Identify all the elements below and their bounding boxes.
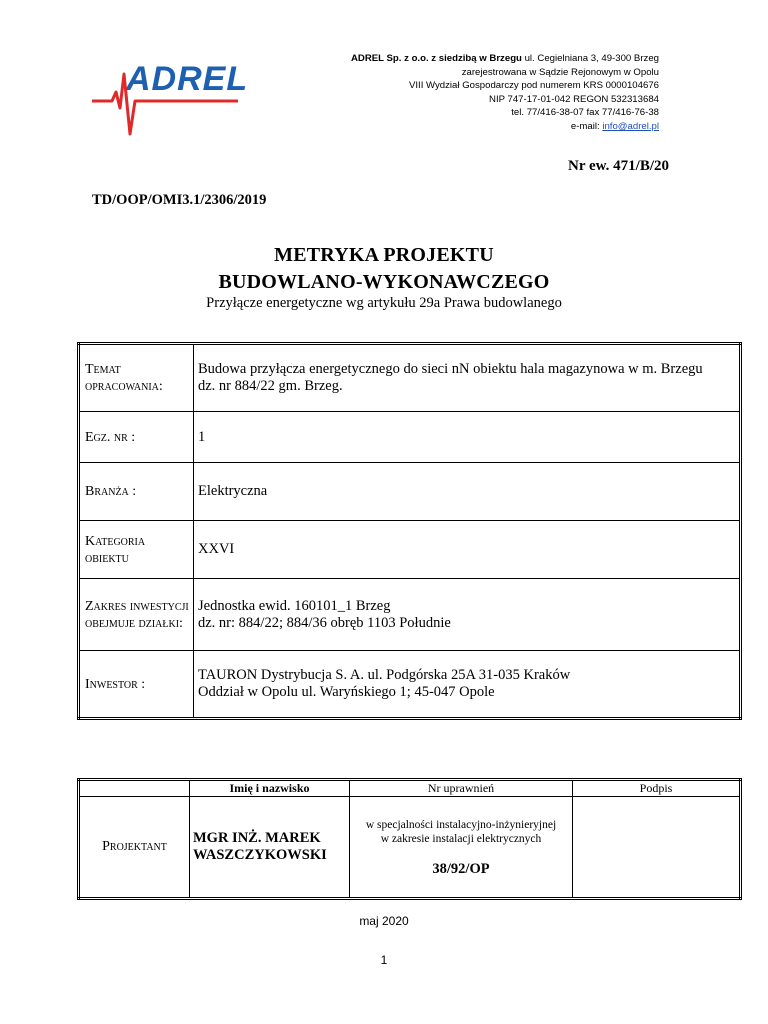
header-permissions: Nr uprawnień [350, 780, 573, 797]
inwestor-value-line1: TAURON Dystrybucja S. A. ul. Podgórska 25A 31-035 Kraków [198, 667, 571, 683]
company-phone-fax: tel. 77/416-38-07 fax 77/416-76-38 [511, 107, 659, 119]
egz-value: 1 [194, 412, 741, 463]
company-nip-regon: NIP 747-17-01-042 REGON 532313684 [489, 93, 659, 105]
signature-cell [573, 797, 741, 899]
header-empty-cell [79, 780, 190, 797]
designer-permissions [350, 797, 573, 899]
company-registration: zarejestrowana w Sądzie Rejonowym w Opolu [461, 66, 659, 78]
temat-value-line2: dz. nr 884/22 gm. Brzeg. [198, 378, 343, 394]
company-name: ADREL Sp. z o.o. z siedzibą w Brzegu [350, 53, 522, 64]
document-code: TD/OOP/OMI3.1/2306/2019 [92, 192, 267, 208]
temat-value-line1: Budowa przyłącza energetycznego do sieci nN obiektu hala magazynowa w m. Brzegu [198, 361, 703, 377]
signature-header-row [79, 780, 741, 797]
permissions-line1: w specjalności instalacyjno-inżynieryjnej [365, 819, 557, 831]
document-subtitle: Przyłącze energetyczne wg artykułu 29a Prawa budowlanego [206, 295, 562, 311]
designer-name [190, 797, 350, 899]
branza-value: Elektryczna [194, 463, 741, 521]
adrel-logo [88, 46, 248, 142]
zakres-value [194, 579, 741, 651]
branza-label: Branża : [79, 463, 194, 521]
signature-row [79, 797, 741, 899]
zakres-value-line2: dz. nr: 884/22; 884/36 obręb 1103 Południe [198, 614, 451, 631]
svg-text:ADREL: ADREL [126, 60, 248, 98]
document-title-line2: BUDOWLANO-WYKONAWCZEGO [218, 271, 550, 293]
signature-table [77, 778, 742, 900]
company-address: ul. Cegielniana 3, 49-300 Brzeg [521, 53, 659, 64]
document-date: maj 2020 [359, 914, 409, 928]
company-info [330, 52, 659, 134]
egz-label: Egz. nr : [79, 412, 194, 463]
designer-name-line1: MGR INŻ. MAREK [193, 830, 321, 846]
designer-role: Projektant [79, 797, 190, 899]
kategoria-label: Kategoria obiektu [79, 521, 194, 579]
inwestor-label: Inwestor : [79, 651, 194, 719]
company-email-label: e-mail: [570, 120, 603, 132]
zakres-value-line1: Jednostka ewid. 160101_1 Brzeg [198, 597, 391, 614]
kategoria-value: XXVI [194, 521, 741, 579]
header-name: Imię i nazwisko [190, 780, 350, 797]
header-signature: Podpis [573, 780, 741, 797]
company-krs: VIII Wydział Gospodarczy pod numerem KRS 0000104676 [408, 80, 659, 92]
temat-value [194, 344, 741, 412]
temat-label: Temat opracowania: [79, 344, 194, 412]
table-row [79, 521, 741, 579]
document-title-line1: METRYKA PROJEKTU [274, 244, 494, 266]
page-number: 1 [380, 953, 388, 967]
table-row [79, 579, 741, 651]
adrel-logo-graphic [88, 46, 248, 142]
table-row [79, 651, 741, 719]
inwestor-value [194, 651, 741, 719]
table-row [79, 463, 741, 521]
company-email-link[interactable]: info@adrel.pl [602, 120, 659, 132]
table-row [79, 344, 741, 412]
record-number: Nr ew. 471/B/20 [568, 158, 669, 174]
designer-name-line2: WASZCZYKOWSKI [193, 847, 327, 863]
inwestor-value-line2: Oddział w Opolu ul. Waryńskiego 1; 45-047 Opole [198, 684, 495, 700]
project-metadata-table [77, 342, 742, 720]
table-row [79, 412, 741, 463]
zakres-label: Zakres inwestycji obejmuje działki: [79, 579, 194, 651]
permissions-line2: w zakresie instalacji elektrycznych [380, 833, 542, 845]
permissions-number: 38/92/OP [432, 861, 490, 877]
